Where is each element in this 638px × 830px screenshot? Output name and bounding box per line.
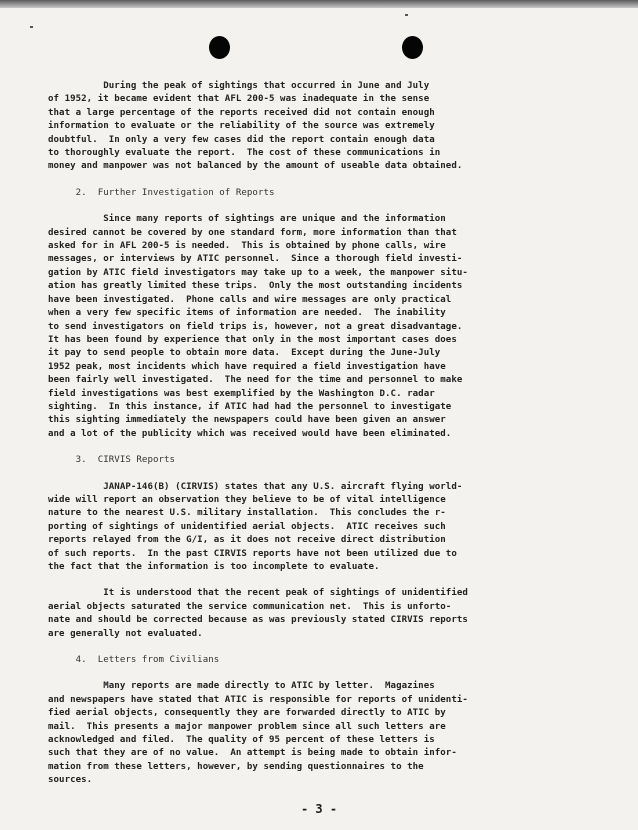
text-line: sighting. In this instance, if ATIC had had the personnel to investigate	[48, 401, 452, 412]
punch-hole-right	[402, 36, 423, 59]
text-line: It is understood that the recent peak of sightings of unidentified	[48, 588, 468, 599]
text-line: aerial objects saturated the service communication net. This is unforto-	[48, 601, 452, 612]
text-line: and a lot of the publicity which was received would have been eliminated.	[48, 428, 452, 439]
text-line: 1952 peak, most incidents which have required a field investigation have	[48, 361, 446, 372]
scan-top-edge	[0, 0, 638, 8]
text-line: the fact that the information is too incomplete to evaluate.	[48, 562, 380, 572]
text-line: it pay to send people to obtain more data. Except during the June-July	[48, 348, 441, 359]
paragraph-gap	[48, 174, 628, 187]
text-line: During the peak of sightings that occurred in June and July	[48, 81, 430, 91]
text-line: money and manpower was not balanced by the amount of useable data obtained.	[48, 161, 463, 172]
text-line: reports relayed from the G/I, as it does not receive direct distribution	[48, 535, 446, 546]
text-line: mation from these letters, however, by sending questionnaires to the	[48, 761, 424, 772]
text-line: ation has greatly limited these trips. Only the most outstanding incidents	[48, 281, 463, 292]
paragraph-gap	[48, 441, 628, 454]
text-line: messages, or interviews by ATIC personnel. Since a thorough field investi-	[48, 254, 463, 265]
text-line: 2. Further Investigation of Reports	[48, 187, 275, 198]
text-line: information to evaluate or the reliability of the source was extremely	[48, 121, 435, 132]
text-line: field investigations was best exemplified by the Washington D.C. radar	[48, 388, 435, 399]
text-line: and newspapers have stated that ATIC is responsible for reports of unidenti-	[48, 694, 468, 705]
document-body	[48, 80, 628, 788]
text-line: to send investigators on field trips is, however, not a great disadvantage.	[48, 321, 463, 332]
text-line: Since many reports of sightings are unique and the information	[48, 214, 446, 225]
text-line: acknowledged and filed. The quality of 95 percent of these letters is	[48, 735, 435, 746]
text-line: It has been found by experience that only in the most important cases does	[48, 334, 457, 345]
text-line: JANAP-146(B) (CIRVIS) states that any U.S. aircraft flying world-	[48, 481, 463, 492]
text-line: wide will report an observation they believe to be of vital intelligence	[48, 494, 446, 505]
text-line: mail. This presents a major manpower problem since all such letters are	[48, 721, 446, 732]
paragraph	[48, 213, 628, 441]
text-line: 4. Letters from Civilians	[48, 655, 220, 666]
text-line: gation by ATIC field investigators may take up to a week, the manpower situ-	[48, 267, 468, 278]
text-line: are generally not evaluated.	[48, 628, 203, 639]
paragraph-gap	[48, 641, 628, 654]
paragraph-gap	[48, 200, 628, 213]
text-line: of such reports. In the past CIRVIS reports have not been utilized due to	[48, 548, 457, 559]
text-line: Many reports are made directly to ATIC by letter. Magazines	[48, 681, 435, 692]
text-line: to thoroughly evaluate the report. The cost of these communications in	[48, 148, 441, 159]
text-line: that a large percentage of the reports received did not contain enough	[48, 107, 435, 118]
page-number: - 3 -	[300, 802, 338, 816]
section-heading	[48, 654, 628, 667]
scan-speck	[30, 26, 33, 28]
paragraph-gap	[48, 667, 628, 680]
text-line: fied aerial objects, consequently they are forwarded directly to ATIC by	[48, 708, 446, 719]
text-line: of 1952, it became evident that AFL 200-5 was inadequate in the sense	[48, 94, 430, 105]
text-line: been fairly well investigated. The need for the time and personnel to make	[48, 375, 463, 386]
paragraph-gap	[48, 468, 628, 481]
text-line: asked for in AFL 200-5 is needed. This is obtained by phone calls, wire	[48, 241, 446, 252]
text-line: have been investigated. Phone calls and wire messages are only practical	[48, 294, 452, 305]
scan-speck	[405, 14, 408, 16]
paragraph	[48, 587, 628, 641]
text-line: 3. CIRVIS Reports	[48, 455, 176, 466]
text-line: nate and should be corrected because as was previously stated CIRVIS reports	[48, 615, 468, 626]
text-line: doubtful. In only a very few cases did the report contain enough data	[48, 134, 435, 145]
text-line: sources.	[48, 775, 93, 786]
section-heading	[48, 454, 628, 467]
text-line: when a very few specific items of information are needed. The inability	[48, 308, 446, 319]
paragraph	[48, 481, 628, 575]
paragraph	[48, 680, 628, 787]
section-heading	[48, 187, 628, 200]
text-line: such that they are of no value. An attempt is being made to obtain infor-	[48, 748, 457, 759]
text-line: this sighting immediately the newspapers could have been given an answer	[48, 415, 446, 426]
punch-hole-left	[209, 36, 230, 59]
paragraph-gap	[48, 574, 628, 587]
paragraph	[48, 80, 628, 174]
text-line: nature to the nearest U.S. military installation. This concludes the r-	[48, 508, 446, 519]
text-line: desired cannot be covered by one standard form, more information than that	[48, 227, 457, 238]
text-line: porting of sightings of unidentified aerial objects. ATIC receives such	[48, 521, 446, 532]
